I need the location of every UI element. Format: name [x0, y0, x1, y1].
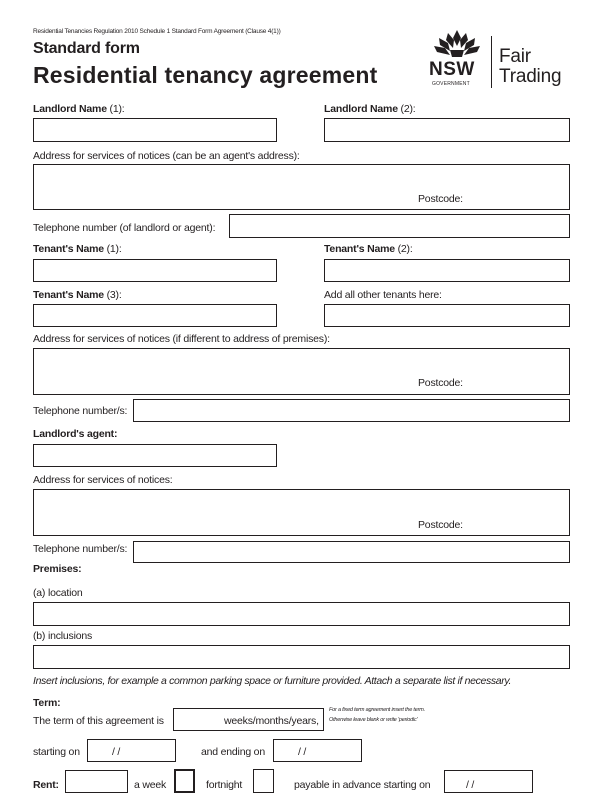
inclusions-note: Insert inclusions, for example a common parking space or furniture provided. Attach a separate list if necessary. — [33, 675, 512, 687]
landlord-phone-field[interactable] — [229, 214, 570, 238]
landlord-postcode-label: Postcode: — [418, 193, 463, 205]
tenant-name-3-field[interactable] — [33, 304, 277, 327]
landlord-name-1-field[interactable] — [33, 118, 277, 142]
nsw-government-text: GOVERNMENT — [432, 81, 470, 87]
tenant-name-2-label: Tenant's Name (2): — [324, 243, 413, 255]
fair-trading-line2: Trading — [499, 66, 562, 87]
term-note-line2: Otherwise leave blank or write 'periodic' — [329, 717, 418, 723]
rent-fortnight-checkbox[interactable] — [253, 769, 274, 793]
tenant-address-field[interactable] — [33, 348, 570, 395]
other-tenants-label: Add all other tenants here: — [324, 289, 442, 301]
premises-inclusions-field[interactable] — [33, 645, 570, 669]
rent-week-label: a week — [134, 779, 167, 791]
rent-start-date-value: / / — [466, 779, 475, 791]
landlord-phone-label: Telephone number (of landlord or agent): — [33, 222, 216, 234]
landlord-name-2-field[interactable] — [324, 118, 570, 142]
rent-advance-label: payable in advance starting on — [294, 779, 431, 791]
agent-phone-field[interactable] — [133, 541, 570, 563]
tenant-name-1-field[interactable] — [33, 259, 277, 282]
rent-week-checkbox[interactable] — [174, 769, 195, 793]
agent-address-label: Address for services of notices: — [33, 474, 173, 486]
premises-location-field[interactable] — [33, 602, 570, 626]
nsw-logo-text: NSW — [429, 59, 475, 80]
term-ending-date-field[interactable] — [273, 739, 362, 762]
term-heading: Term: — [33, 697, 61, 709]
term-starting-label: starting on — [33, 746, 80, 758]
rent-start-date-field[interactable] — [444, 770, 533, 793]
premises-location-label: (a) location — [33, 587, 83, 599]
term-starting-date-value: / / — [112, 746, 121, 758]
landlord-address-label: Address for services of notices (can be an agent's address): — [33, 150, 300, 162]
form-subtitle: Standard form — [33, 40, 140, 57]
regulation-reference: Residential Tenancies Regulation 2010 Schedule 1 Standard Form Agreement (Clause 4(1)) — [33, 28, 281, 35]
agent-address-field[interactable] — [33, 489, 570, 536]
rent-amount-field[interactable] — [65, 770, 128, 793]
tenant-name-2-field[interactable] — [324, 259, 570, 282]
rent-heading: Rent: — [33, 779, 59, 791]
agent-phone-label: Telephone number/s: — [33, 543, 128, 555]
other-tenants-field[interactable] — [324, 304, 570, 327]
logo-divider — [491, 36, 492, 88]
term-units-label: weeks/months/years, — [224, 715, 319, 727]
agent-heading: Landlord's agent: — [33, 428, 118, 440]
tenant-phone-label: Telephone number/s: — [33, 405, 128, 417]
landlord-name-1-label: Landlord Name (1): — [33, 103, 125, 115]
form-title: Residential tenancy agreement — [33, 62, 378, 88]
tenant-address-label: Address for services of notices (if different to address of premises): — [33, 333, 330, 345]
term-starting-date-field[interactable] — [87, 739, 176, 762]
nsw-government-logo — [428, 28, 486, 90]
agent-name-field[interactable] — [33, 444, 277, 467]
premises-inclusions-label: (b) inclusions — [33, 630, 93, 642]
tenant-phone-field[interactable] — [133, 399, 570, 422]
term-prefix-label: The term of this agreement is — [33, 715, 164, 727]
tenant-postcode-label: Postcode: — [418, 377, 463, 389]
rent-fortnight-label: fortnight — [206, 779, 243, 791]
waratah-icon — [428, 28, 486, 58]
term-ending-date-value: / / — [298, 746, 307, 758]
landlord-name-2-label: Landlord Name (2): — [324, 103, 416, 115]
term-ending-label: and ending on — [201, 746, 265, 758]
fair-trading-line1: Fair — [499, 46, 531, 67]
tenant-name-1-label: Tenant's Name (1): — [33, 243, 122, 255]
agent-postcode-label: Postcode: — [418, 519, 463, 531]
tenant-name-3-label: Tenant's Name (3): — [33, 289, 122, 301]
term-note-line1: For a fixed term agreement insert the term. — [329, 707, 425, 713]
premises-heading: Premises: — [33, 563, 82, 575]
landlord-address-field[interactable] — [33, 164, 570, 210]
